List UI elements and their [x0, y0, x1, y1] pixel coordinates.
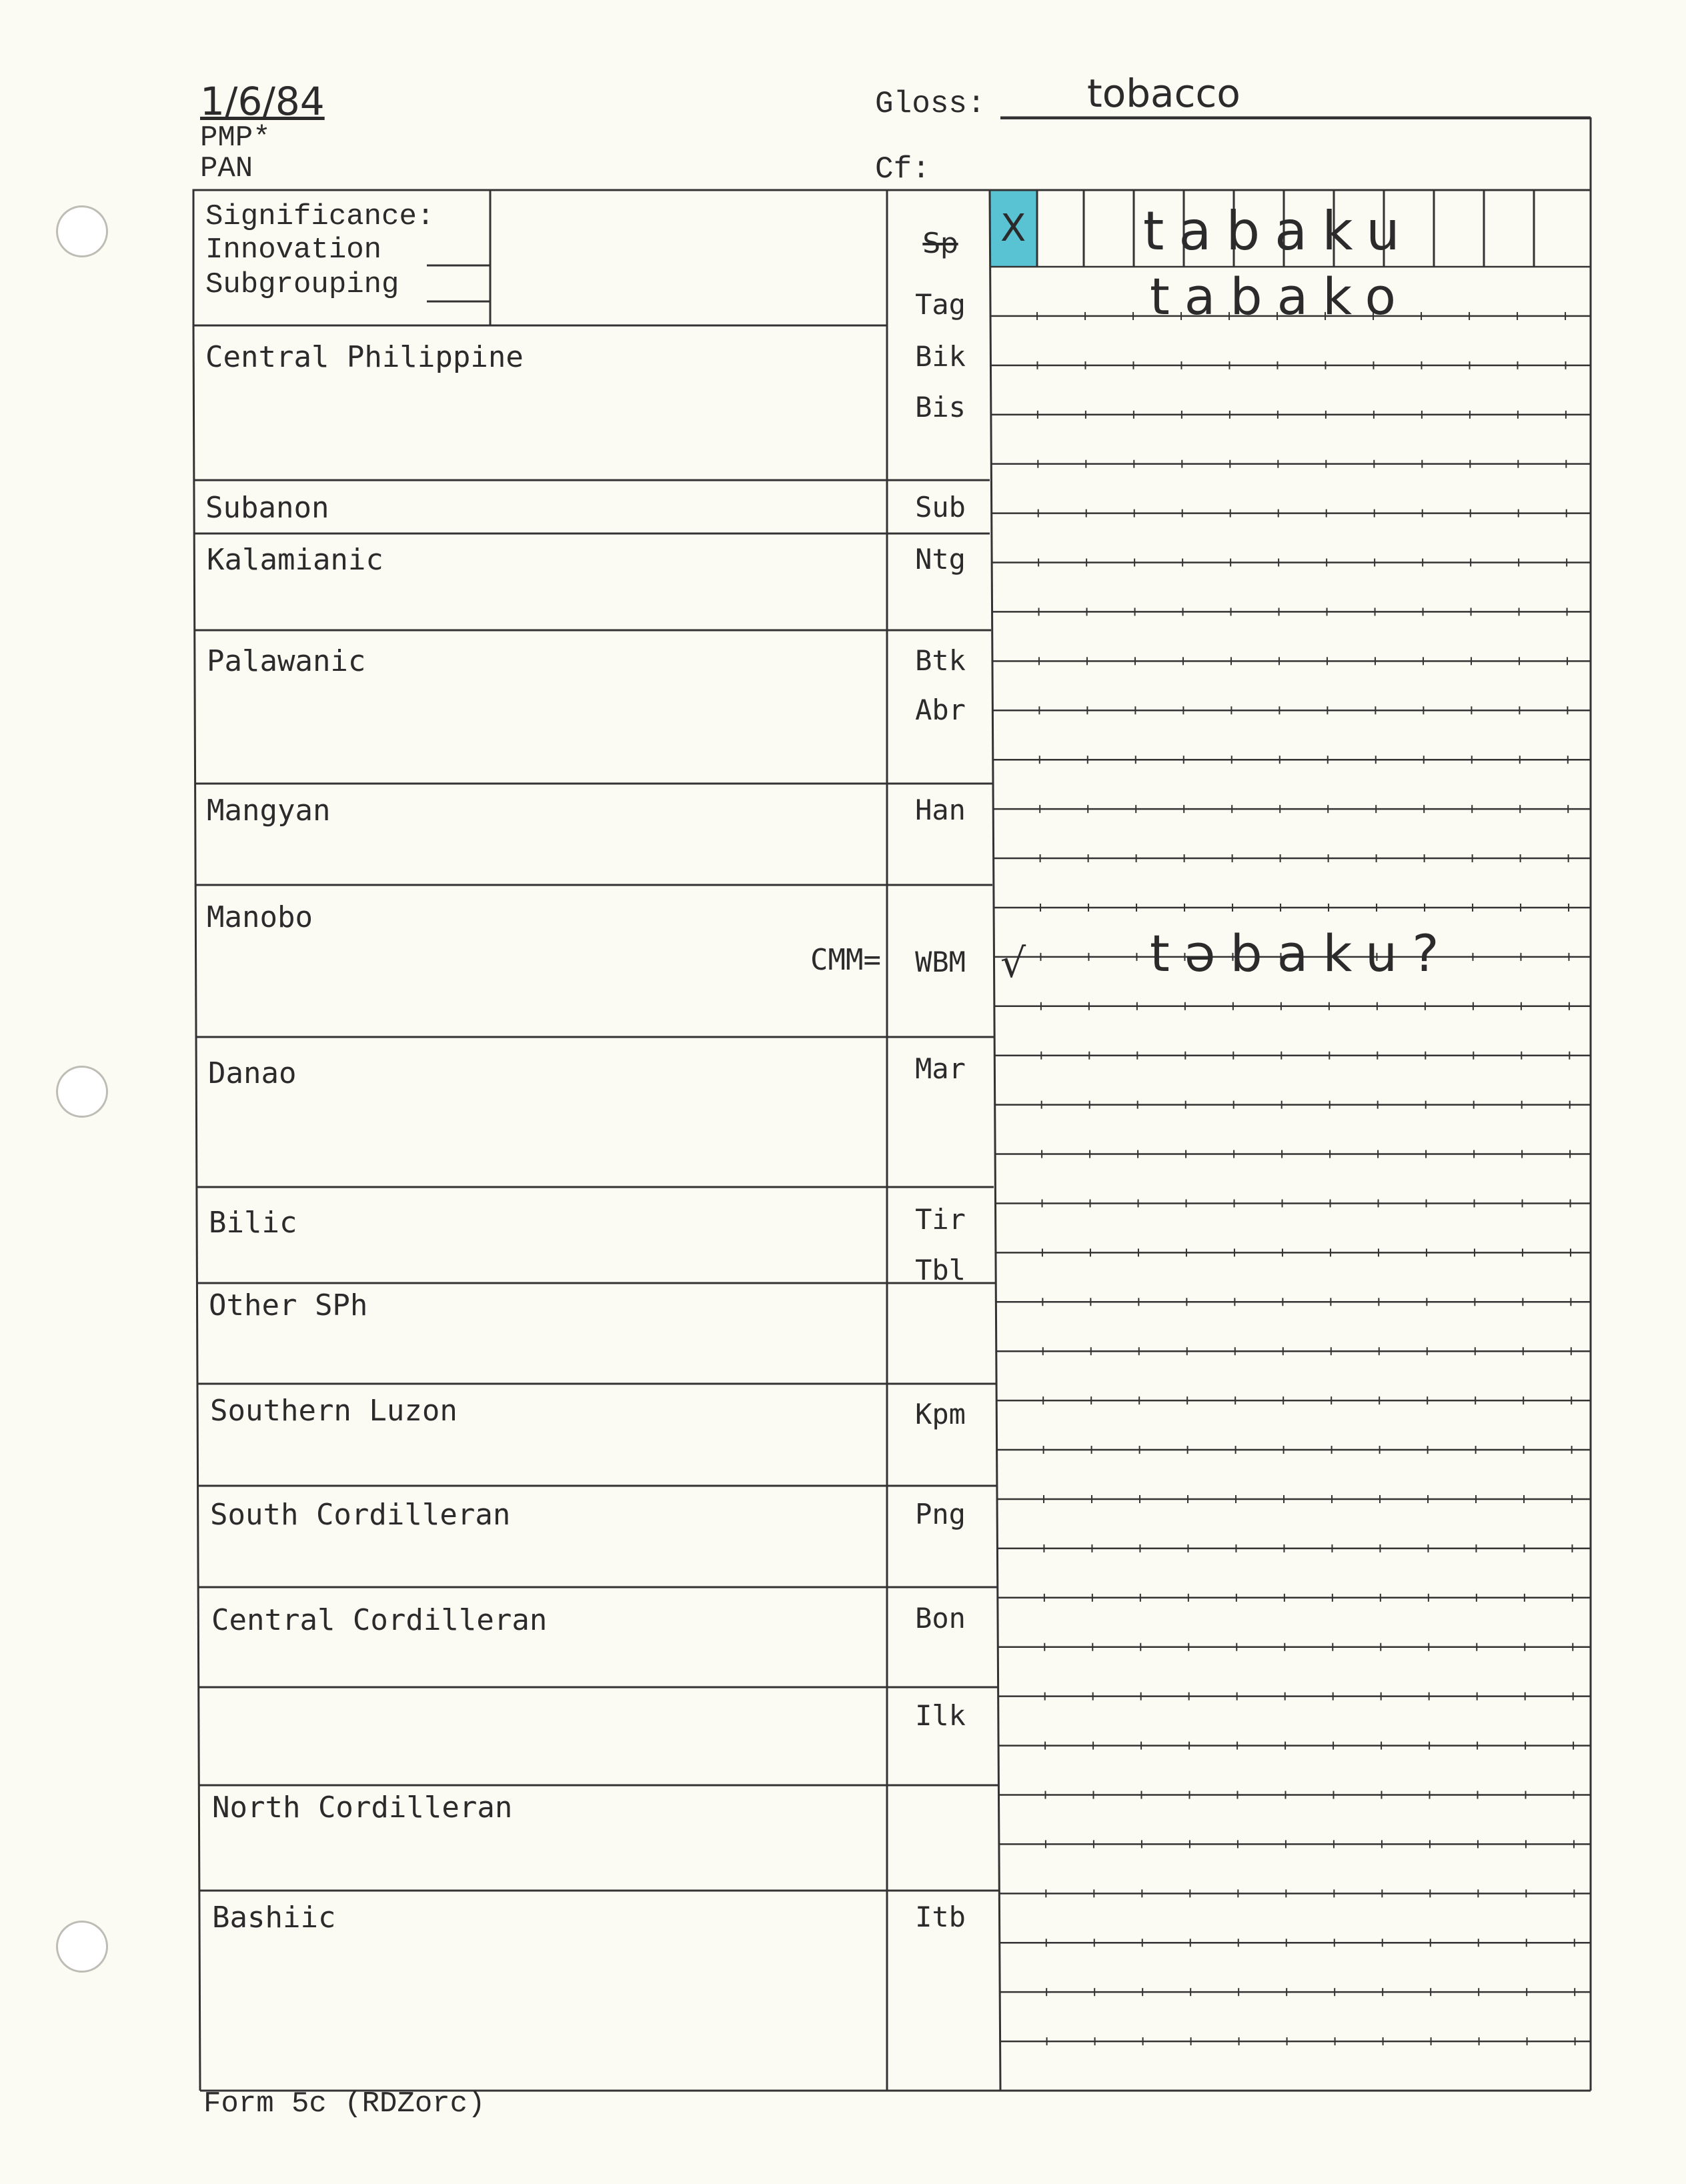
gloss-underline [1000, 117, 1591, 119]
code-ntg: Ntg [915, 543, 966, 576]
code-bon: Bon [915, 1602, 966, 1634]
wbm-check-mark: √ [1000, 940, 1026, 987]
code-ilk: Ilk [915, 1699, 966, 1732]
significance-title: Significance: [205, 200, 435, 233]
code-tbl: Tbl [915, 1254, 966, 1286]
group-label: Other SPh [209, 1288, 368, 1322]
cf-label: Cf: [875, 152, 930, 187]
group-label: Central Cordilleran [211, 1603, 548, 1637]
gloss-label: Gloss: [875, 87, 986, 121]
code-han: Han [915, 794, 966, 826]
cmm-annotation: CMM= [810, 943, 881, 977]
code-kpm: Kpm [915, 1398, 966, 1430]
pan-label: PAN [200, 152, 253, 185]
sp-x-mark: X [1000, 207, 1026, 250]
group-label: Bashiic [212, 1901, 336, 1935]
group-label: Southern Luzon [210, 1394, 458, 1428]
subgrouping-label: Subgrouping [205, 268, 399, 301]
innovation-label: Innovation [205, 233, 382, 267]
group-label: Palawanic [207, 644, 366, 678]
code-sub: Sub [915, 491, 966, 523]
group-label: Kalamianic [207, 543, 383, 577]
date: 1/6/84 [200, 79, 325, 124]
gloss-value: tobacco [1087, 71, 1240, 116]
group-label: Subanon [205, 491, 329, 525]
code-abr: Abr [915, 694, 966, 726]
form-footer: Form 5c (RDZorc) [203, 2087, 486, 2121]
group-label: Manobo [207, 900, 313, 934]
pmp-label: PMP* [200, 121, 271, 155]
code-tag: Tag [915, 288, 966, 321]
code-bis: Bis [915, 391, 966, 423]
group-label: Central Philippine [205, 340, 524, 374]
group-label: Bilic [209, 1206, 297, 1240]
group-label: Mangyan [207, 794, 331, 828]
code-btk: Btk [915, 644, 966, 677]
group-label: South Cordilleran [210, 1498, 511, 1532]
code-sp: Sp [922, 227, 958, 259]
code-bik: Bik [915, 340, 966, 373]
code-wbm: WBM [915, 946, 966, 978]
entry-tag: tabako [1150, 267, 1411, 326]
entry-sp: tabaku [1143, 200, 1415, 262]
entry-row-lines [990, 267, 1591, 2091]
code-png: Png [915, 1498, 966, 1530]
entry-wbm: təbaku? [1150, 924, 1454, 983]
group-label: Danao [208, 1056, 297, 1090]
code-tir: Tir [915, 1203, 966, 1236]
group-label: North Cordilleran [212, 1791, 513, 1825]
code-mar: Mar [915, 1052, 966, 1085]
code-itb: Itb [915, 1901, 966, 1933]
